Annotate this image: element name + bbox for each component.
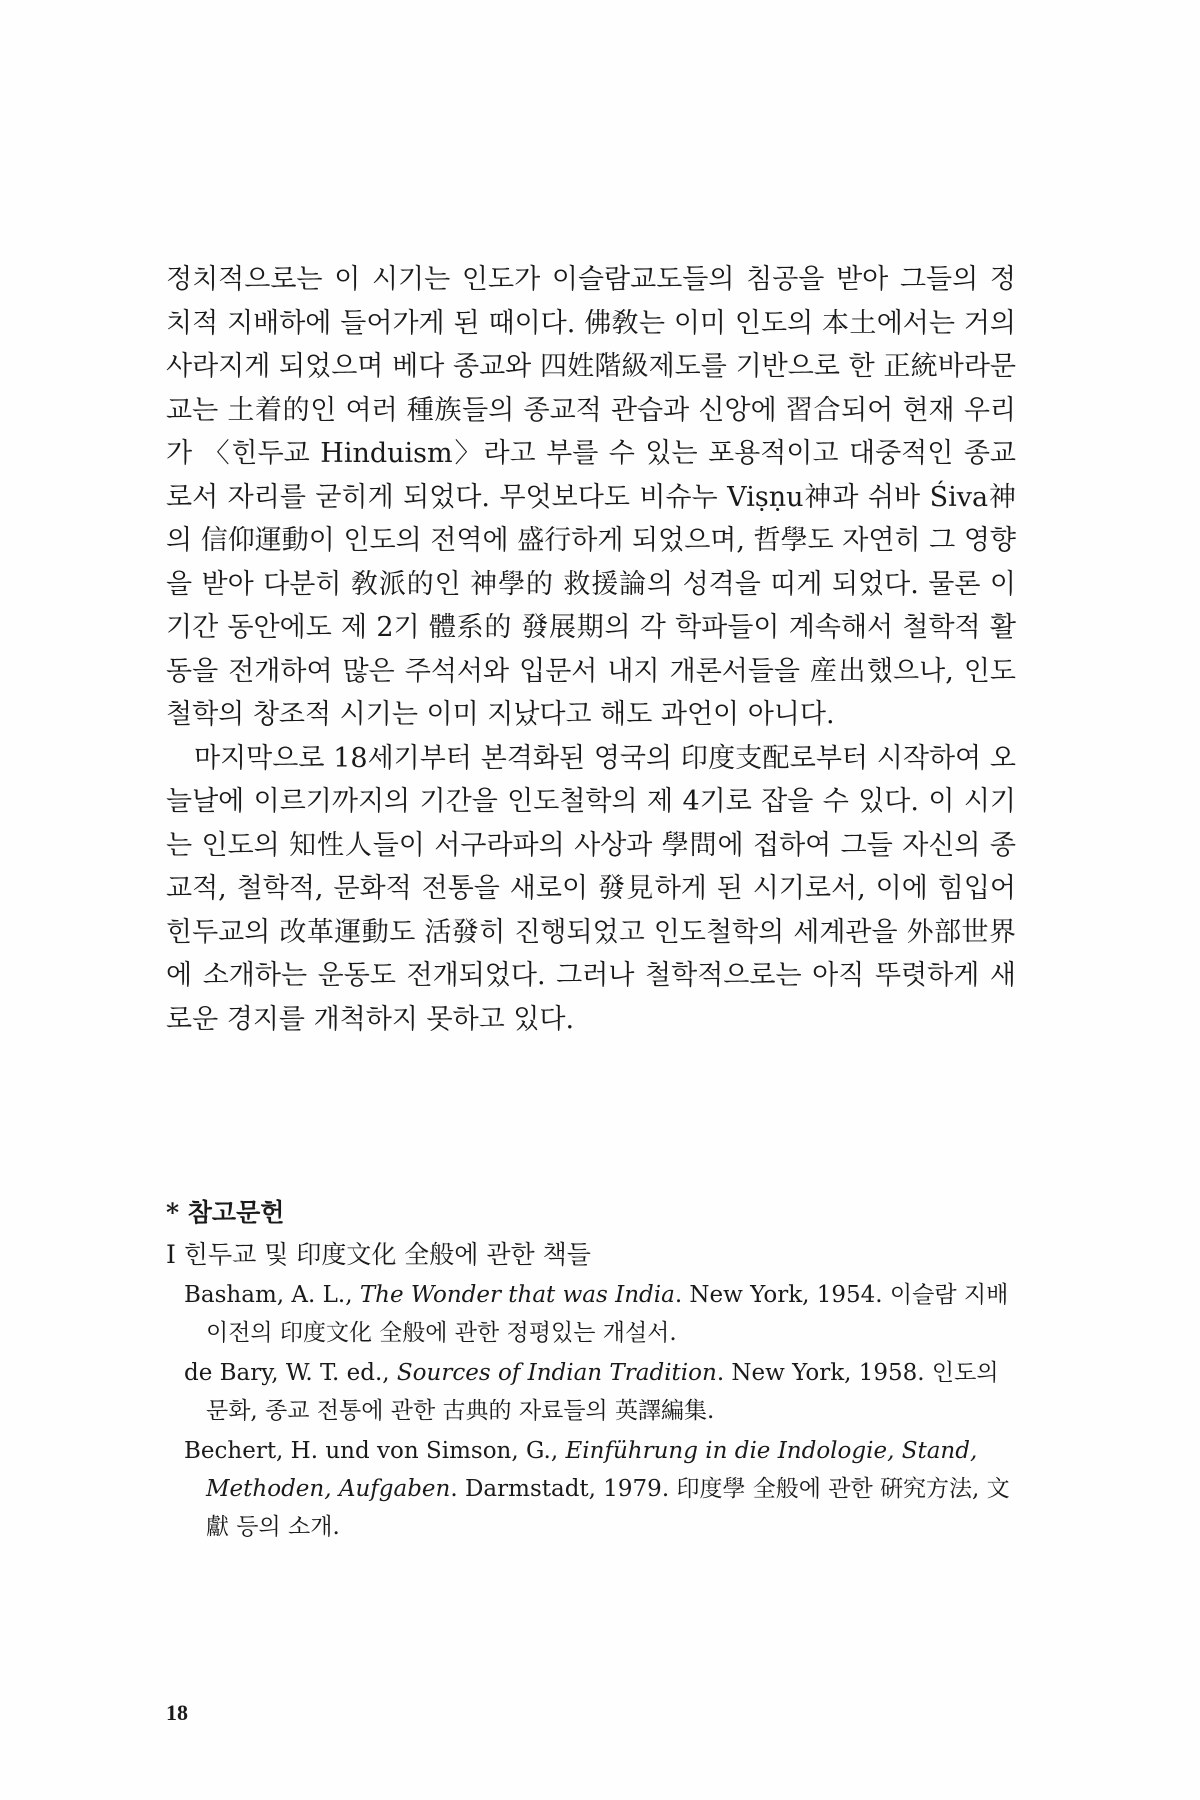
paragraph-2: 마지막으로 18세기부터 본격화된 영국의 印度支配로부터 시작하여 오늘날에 이르기까지의 기간을 인도철학의 제 4기로 잡을 수 있다. 이 시기는 인도의 知性人들이 서구라파의 사상과 學問에 접하여 그들 자신의 종교적, 철학적, 문화적 전통을 새로이 發見하게 된 시기로서, 이에 힘입어 힌두교의 改革運動도 活發히 진행되었고 인도철학의 세계관을 外部世界에 소개하는 운동도 전개되었다. 그러나 철학적으로는 아직 뚜렷하게 새로운 경지를 개척하지 못하고 있다. (166, 742, 1016, 1035)
reference-entry (166, 1432, 1016, 1546)
page-number: 18 (166, 1700, 188, 1725)
reference-entry (166, 1276, 1016, 1352)
reference-details: . New York, 1954. 이슬람 지배 이전의 印度文化 全般에 관한 정평있는 개설서. (206, 1282, 1009, 1346)
references-subheading: I 힌두교 및 印度文化 全般에 관한 책들 (166, 1240, 591, 1269)
body-text (166, 258, 1016, 1041)
reference-author: de Bary, W. T. ed., (184, 1360, 397, 1386)
reference-author: Bechert, H. und von Simson, G., (184, 1438, 566, 1464)
reference-title: The Wonder that was India (359, 1282, 675, 1308)
reference-list (166, 1276, 1016, 1546)
reference-details: . Darmstadt, 1979. 印度學 全般에 관한 硏究方法, 文獻 등의 소개. (206, 1476, 1010, 1540)
reference-details: . New York, 1958. 인도의 문화, 종교 전통에 관한 古典的 자료들의 英譯編集. (206, 1360, 999, 1424)
references-section (166, 1192, 1016, 1548)
references-heading: * 참고문헌 (166, 1198, 285, 1227)
reference-entry (166, 1354, 1016, 1430)
reference-title: Sources of Indian Tradition (396, 1360, 717, 1386)
reference-title: Einführung in die Indologie, Stand, Methoden, Aufgaben (206, 1438, 978, 1502)
paragraph-1: 정치적으로는 이 시기는 인도가 이슬람교도들의 침공을 받아 그들의 정치적 지배하에 들어가게 된 때이다. 佛敎는 이미 인도의 本土에서는 거의 사라지게 되었으며 베다 종교와 四姓階級제도를 기반으로 한 正統바라문교는 土着的인 여러 種族들의 종교적 관습과 신앙에 習合되어 현재 우리가 〈힌두교 Hinduism〉라고 부를 수 있는 포용적이고 대중적인 종교로서 자리를 굳히게 되었다. 무엇보다도 비슈누 Viṣṇu神과 쉬바 Śiva神의 信仰運動이 인도의 전역에 盛行하게 되었으며, 哲學도 자연히 그 영향을 받아 다분히 敎派的인 神學的 救援論의 성격을 띠게 되었다. 물론 이 기간 동안에도 제 2기 體系的 發展期의 각 학파들이 계속해서 철학적 활동을 전개하여 많은 주석서와 입문서 내지 개론서들을 産出했으나, 인도철학의 창조적 시기는 이미 지났다고 해도 과언이 아니다. (166, 264, 1016, 730)
reference-author: Basham, A. L., (184, 1282, 360, 1308)
